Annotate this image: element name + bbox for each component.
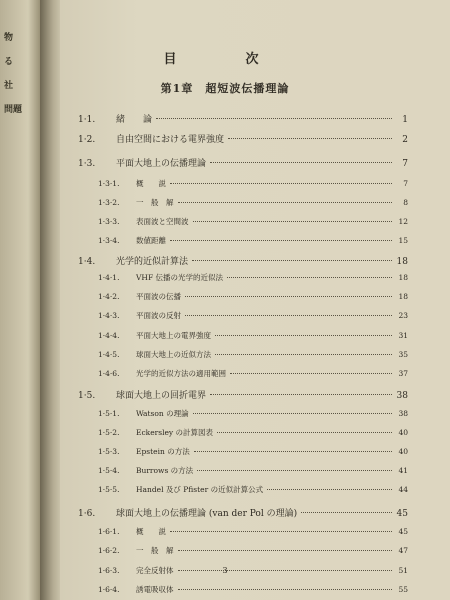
left-page-fragment: 物 — [4, 33, 14, 43]
toc-entry-title: 平面大地上の電界強度 — [136, 331, 211, 340]
toc-entry — [98, 526, 408, 537]
toc-entry-title: 緒 論 — [116, 115, 153, 125]
dot-leader — [170, 531, 392, 532]
dot-leader — [178, 550, 393, 551]
dot-leader — [215, 335, 392, 336]
toc-entry-title: 平面波の伝播 — [136, 292, 181, 301]
left-page-fragment: 問題 — [4, 105, 23, 115]
toc-entry-number: 1·6·3. — [98, 566, 120, 575]
toc-entry-title: 光学的近似計算法 — [116, 257, 189, 267]
toc-entry-title: 数値距離 — [136, 236, 166, 245]
toc-entry-title: 表面波と空間波 — [136, 217, 189, 226]
toc-entry — [98, 178, 408, 189]
toc-entry-number: 1·5·3. — [98, 447, 120, 456]
toc-entry-title: 概 説 — [136, 527, 166, 536]
toc-entry-number: 1·3. — [78, 159, 96, 169]
toc-entry — [98, 272, 408, 283]
dot-leader — [227, 277, 392, 278]
toc-entry-number: 1·5. — [78, 391, 96, 401]
toc-entry-page: 1 — [402, 115, 408, 125]
toc-entry-number: 1·3·2. — [98, 198, 120, 207]
toc-entry-number: 1·6·4. — [98, 585, 120, 594]
dot-leader — [193, 413, 392, 414]
toc-entry-number: 1·3·4. — [98, 236, 120, 245]
toc-entry-title: 球面大地上の回折電界 — [116, 391, 207, 401]
toc-entry-title: 概 説 — [136, 179, 166, 188]
toc-entry — [98, 484, 408, 495]
dot-leader — [185, 315, 392, 316]
toc-entry — [98, 408, 408, 419]
toc-entry — [98, 197, 408, 208]
book-gutter — [40, 0, 62, 600]
toc-entry — [78, 112, 408, 125]
toc-entry-page: 15 — [398, 236, 408, 245]
toc-entry-number: 1·3·1. — [98, 179, 120, 188]
left-page-edge — [0, 0, 40, 600]
toc-entry-number: 1·4·4. — [98, 331, 120, 340]
toc-entry — [98, 310, 408, 321]
toc-entry-page: 31 — [398, 331, 408, 340]
toc-entry — [78, 506, 408, 519]
toc-entry-number: 1·4·1. — [98, 273, 120, 282]
dot-leader — [215, 354, 392, 355]
dot-leader — [178, 202, 393, 203]
dot-leader — [267, 489, 392, 490]
dot-leader — [230, 373, 392, 374]
toc-entry-title: Watson の理論 — [136, 409, 189, 418]
page-title: 目 次 — [163, 52, 287, 67]
toc-entry-page: 40 — [398, 447, 408, 456]
toc-entry-title: 完全反射体 — [136, 566, 174, 575]
toc-entry-page: 41 — [398, 466, 408, 475]
toc-entry-page: 18 — [398, 292, 408, 301]
toc-entry-page: 44 — [398, 485, 408, 494]
toc-entry-title: Handel 及び Pfister の近似計算公式 — [136, 485, 264, 494]
dot-leader — [210, 162, 392, 163]
toc-entry — [98, 330, 408, 341]
toc-entry-page: 7 — [403, 179, 408, 188]
dot-leader — [217, 432, 392, 433]
toc-entry-page: 7 — [402, 159, 408, 169]
toc-entry-number: 1·4·2. — [98, 292, 120, 301]
toc-entry — [98, 235, 408, 246]
toc-entry-title: 球面大地上の伝播理論 (van der Pol の理論) — [116, 509, 298, 519]
toc-entry-page: 51 — [398, 566, 408, 575]
toc-entry — [98, 545, 408, 556]
toc-entry-page: 23 — [398, 311, 408, 320]
toc-entry-number: 1·5·2. — [98, 428, 120, 437]
dot-leader — [185, 296, 392, 297]
toc-entry — [98, 349, 408, 360]
toc-entry-title: 平面大地上の伝播理論 — [116, 159, 207, 169]
toc-entry-number: 1·5·5. — [98, 485, 120, 494]
toc-entry — [98, 368, 408, 379]
dot-leader — [192, 260, 392, 261]
toc-entry-page: 35 — [398, 350, 408, 359]
toc-entry-title: 球面大地上の近似方法 — [136, 350, 211, 359]
toc-entry-title: Eckersley の計算図表 — [136, 428, 214, 437]
dot-leader — [194, 451, 392, 452]
dot-leader — [170, 240, 392, 241]
toc-entry — [98, 291, 408, 302]
toc-entry-page: 18 — [396, 257, 408, 267]
toc-entry — [98, 446, 408, 457]
toc-entry-title: 一 般 解 — [136, 546, 174, 555]
chapter-heading: 第1章 超短波伝播理論 — [160, 82, 290, 95]
dot-leader — [178, 589, 393, 590]
toc-entry-title: 自由空間における電界強度 — [116, 135, 225, 145]
toc-entry-number: 1·4·6. — [98, 369, 120, 378]
toc-entry-title: 平面波の反射 — [136, 311, 181, 320]
dot-leader — [301, 512, 392, 513]
toc-entry — [98, 427, 408, 438]
page-number: 3 — [222, 566, 228, 575]
book-page — [60, 0, 450, 600]
toc-entry-title: VHF 伝播の光学的近似法 — [136, 273, 224, 282]
toc-entry-number: 1·4·3. — [98, 311, 120, 320]
toc-entry — [98, 584, 408, 595]
toc-entry-number: 1·4. — [78, 257, 96, 267]
toc-entry-title: 誘電吸収体 — [136, 585, 174, 594]
toc-entry-page: 40 — [398, 428, 408, 437]
toc-entry-title: 一 般 解 — [136, 198, 174, 207]
toc-entry-title: Epstein の方法 — [136, 447, 190, 456]
toc-entry-number: 1·4·5. — [98, 350, 120, 359]
toc-entry-number: 1·6. — [78, 509, 96, 519]
toc-entry-page: 38 — [396, 391, 408, 401]
dot-leader — [170, 183, 392, 184]
left-page-fragment: る — [4, 57, 14, 67]
toc-entry-number: 1·5·4. — [98, 466, 120, 475]
toc-entry-number: 1·6·1. — [98, 527, 120, 536]
toc-entry-title: 光学的近似方法の適用範囲 — [136, 369, 226, 378]
toc-entry-number: 1·6·2. — [98, 546, 120, 555]
toc-entry — [78, 388, 408, 401]
toc-entry-page: 55 — [398, 585, 408, 594]
toc-entry-page: 45 — [398, 527, 408, 536]
toc-entry-number: 1·1. — [78, 115, 96, 125]
toc-entry-number: 1·2. — [78, 135, 96, 145]
toc-entry-title: Burrows の方法 — [136, 466, 194, 475]
toc-entry-page: 38 — [398, 409, 408, 418]
toc-entry-number: 1·3·3. — [98, 217, 120, 226]
toc-entry-page: 47 — [398, 546, 408, 555]
toc-entry — [78, 156, 408, 169]
toc-entry — [98, 216, 408, 227]
dot-leader — [197, 470, 392, 471]
toc-entry-page: 12 — [398, 217, 408, 226]
toc-entry-page: 2 — [402, 135, 408, 145]
toc-entry-page: 18 — [398, 273, 408, 282]
dot-leader — [210, 394, 392, 395]
toc-entry — [78, 254, 408, 267]
dot-leader — [193, 221, 393, 222]
dot-leader — [156, 118, 392, 119]
toc-entry-page: 37 — [398, 369, 408, 378]
left-page-fragment: 社 — [4, 81, 14, 91]
toc-entry-number: 1·5·1. — [98, 409, 120, 418]
toc-entry — [78, 132, 408, 145]
toc-entry-page: 8 — [403, 198, 408, 207]
dot-leader — [228, 138, 392, 139]
toc-entry-page: 45 — [396, 509, 408, 519]
toc-entry — [98, 465, 408, 476]
